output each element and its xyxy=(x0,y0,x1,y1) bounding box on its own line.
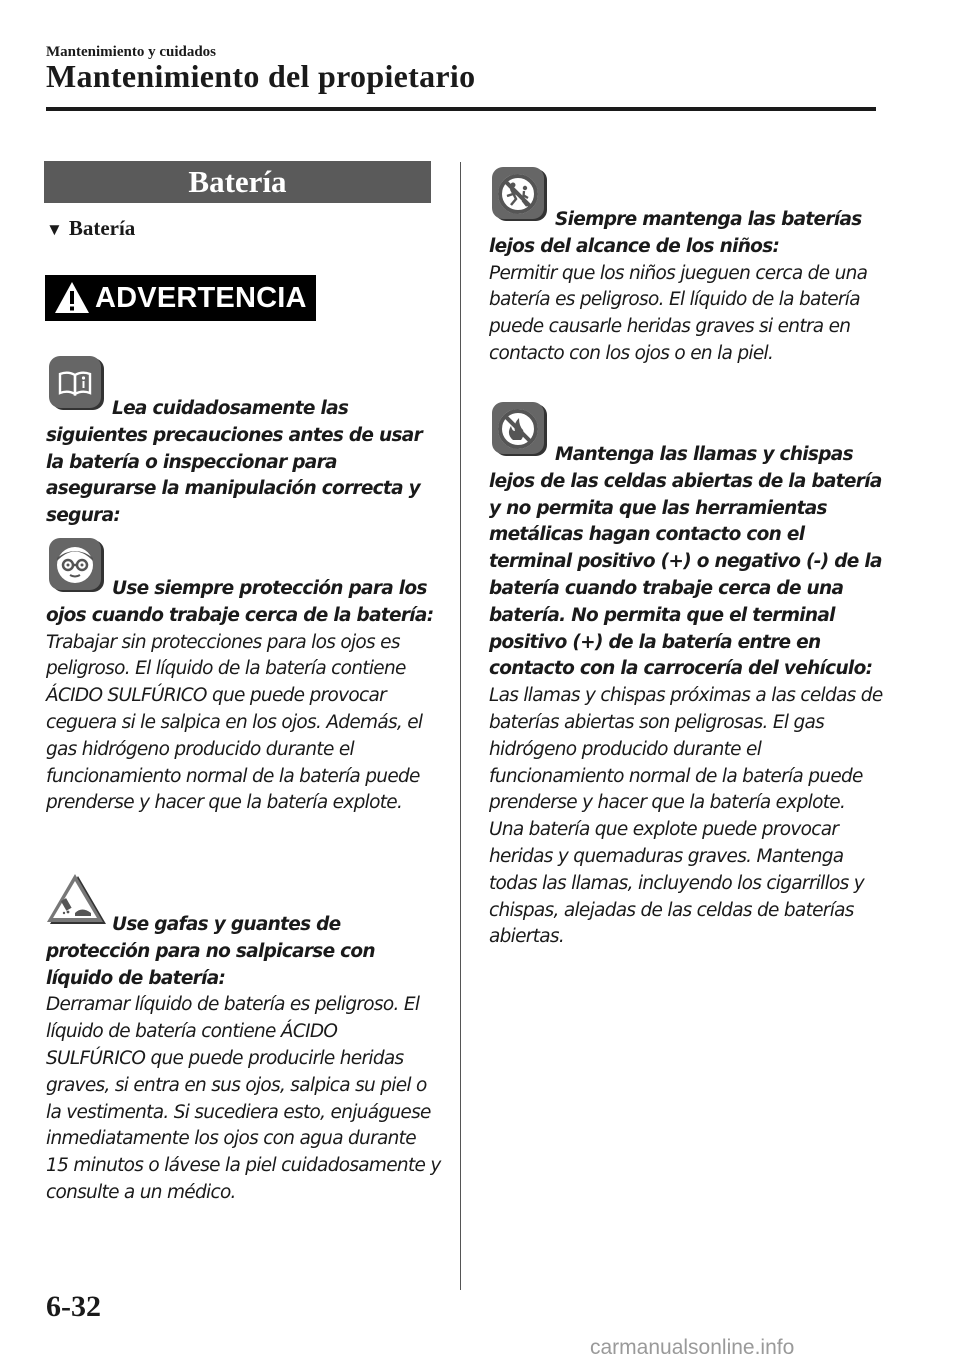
subheading xyxy=(46,216,135,241)
page-number: 6-32 xyxy=(46,1290,101,1323)
precaution-body: Las llamas y chispas próximas a las celdas de baterías abiertas son peligrosas. El gas hidrógeno producido durante el funcionamiento normal de la batería puede prenderse y hacer que la batería explote. Una batería que explote puede provocar heridas y quemaduras graves. Mantenga todas las llamas, incluyendo los cigarrillos y chispas, alejadas de las celdas de baterías abiertas. xyxy=(489,685,883,948)
precaution-children xyxy=(489,165,884,368)
precaution-body: Trabajar sin protecciones para los ojos es peligroso. El líquido de la batería contiene ÁCIDO SULFÚRICO que puede provocar ceguera si le salpica en los ojos. Además, el gas hidrógeno producido durante el funcionamiento normal de la batería puede prenderse y hacer que la batería explote. xyxy=(46,631,423,814)
subheading-label: Batería xyxy=(68,216,136,240)
precaution-body: Derramar líquido de batería es peligroso. El líquido de batería contiene ÁCIDO SULFÚRICO que puede producirle heridas graves, si entra en sus ojos, salpica su piel o la vestimenta. Si sucediera esto, enjuáguese inmediatamente los ojos con agua durante 15 minutos o lávese la piel cuidadosamente y consulte a un médico. xyxy=(46,994,441,1203)
page-title: Mantenimiento del propietario xyxy=(46,58,476,94)
precaution-lead: Siempre mantenga las baterías lejos del alcance de los niños: xyxy=(489,209,862,257)
precaution-flames xyxy=(489,400,884,951)
warning-box xyxy=(45,275,316,321)
section-banner: Batería xyxy=(44,161,431,203)
warning-triangle-icon xyxy=(53,280,91,316)
manual-book-icon xyxy=(46,354,108,414)
precaution-body: Permitir que los niños jueguen cerca de una batería es peligroso. El líquido de la batería puede causarle heridas graves si entra en contacto con los ojos o en la piel. xyxy=(489,262,868,364)
precaution-eye-protection xyxy=(46,536,441,817)
precaution-lead: Mantenga las llamas y chispas lejos de las celdas abiertas de la batería y no permita que las herramientas metálicas hagan contacto con el terminal positivo (+) o negativo (-) de la batería cuando trabaje cerca de una batería. No permita que el terminal positivo (+) de la batería entre en contacto con la carrocería del vehículo: xyxy=(489,444,882,680)
triangle-down-icon: ▼ xyxy=(46,220,63,239)
precaution-acid-splash xyxy=(46,872,441,1207)
precaution-lead: Lea cuidadosamente las siguientes precauciones antes de usar la batería o inspeccionar para asegurarse la manipulación correcta y segura: xyxy=(46,398,423,527)
corrosive-acid-icon xyxy=(46,872,108,928)
precaution-lead: Use siempre protección para los ojos cuando trabaje cerca de la batería: xyxy=(46,578,434,626)
precaution-read-manual xyxy=(46,354,441,530)
eye-protection-icon xyxy=(46,536,108,596)
watermark: carmanualsonline.info xyxy=(590,1336,795,1359)
warning-label: ADVERTENCIA xyxy=(95,281,307,314)
precaution-lead: Use gafas y guantes de protección para no salpicarse con líquido de batería: xyxy=(46,914,375,989)
column-divider xyxy=(460,162,461,1290)
keep-away-children-icon xyxy=(489,165,551,225)
title-rule xyxy=(46,107,876,111)
chapter-label: Mantenimiento y cuidados xyxy=(46,44,217,60)
no-flames-icon xyxy=(489,400,551,460)
